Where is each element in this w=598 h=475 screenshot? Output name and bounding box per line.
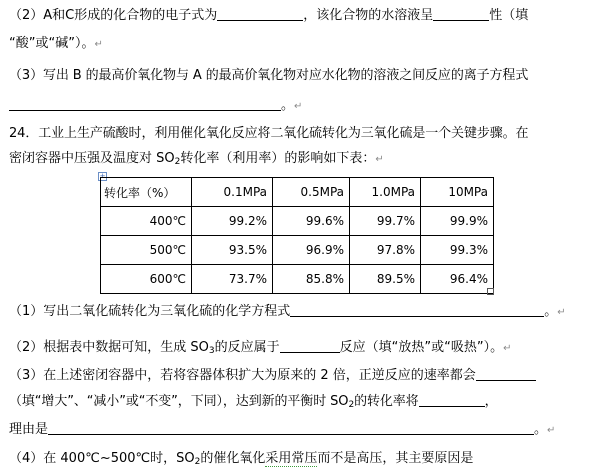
subscript: 2 (194, 457, 201, 467)
table-cell: 500℃ (101, 236, 192, 265)
table-row (101, 236, 494, 265)
table-cell: 99.6% (273, 207, 350, 236)
q24-3-question: （3）在上述密闭容器中，若将容器体积扩大为原来的 2 倍，正逆反应的速率都会 (9, 368, 476, 383)
table-cell: 400℃ (101, 207, 192, 236)
table-cell: 89.5% (350, 265, 421, 294)
q2-3-line2 (9, 97, 302, 115)
q24-intro-post: 转化率（利用率）的影响如下表： (180, 151, 376, 166)
conversion-rate-table (100, 177, 494, 294)
grammar-underline-text: 采用常压 (265, 451, 318, 466)
subscript: 2 (174, 157, 181, 167)
paragraph-mark-icon: ↵ (375, 154, 384, 165)
subscript: 2 (348, 400, 355, 410)
table-cell: 99.3% (421, 236, 494, 265)
answer-blank-chemical-equation[interactable] (290, 303, 544, 317)
q24-3-reason-label: 理由是 (9, 422, 49, 437)
paragraph-mark-icon: ↵ (94, 39, 103, 50)
q24-3-end: 。 (534, 422, 548, 437)
table-row (101, 207, 494, 236)
table-row (101, 265, 494, 294)
q2-2-options: “酸”或“碱”）。 (9, 36, 95, 51)
answer-blank-reason[interactable] (48, 421, 534, 435)
table-header-cell: 转化率（%） (101, 178, 192, 207)
table-cell: 93.5% (192, 236, 273, 265)
paragraph-mark-icon: ↵ (547, 425, 556, 436)
q2-2-suffix: 性（填 (489, 8, 529, 23)
q2-3-end: 。 (281, 98, 295, 113)
table-header-cell: 0.5MPa (273, 178, 350, 207)
q24-2-mid: 的反应属于 (214, 340, 280, 355)
q24-4-post: 而不是高压，其主要原因是 (317, 451, 474, 466)
paragraph-mark-icon: ↵ (557, 307, 566, 318)
table-resize-handle[interactable] (487, 288, 494, 295)
table-cell: 99.2% (192, 207, 273, 236)
table-cell: 96.9% (273, 236, 350, 265)
q24-intro-text: 24．工业上生产硫酸时，利用催化氧化反应将二氧化硫转化为三氧化硫是一个关键步骤。在 (9, 126, 529, 141)
table-cell: 96.4% (421, 265, 494, 294)
answer-blank-acidity[interactable] (433, 7, 489, 21)
answer-blank-reaction-type[interactable] (280, 339, 340, 353)
paragraph-mark-icon: ↵ (503, 343, 512, 354)
table-cell: 85.8% (273, 265, 350, 294)
q24-intro-pre: 密闭容器中压强及温度对 SO (9, 151, 175, 166)
table-header-cell: 10MPa (421, 178, 494, 207)
table-cell: 73.7% (192, 265, 273, 294)
q24-3-line2 (9, 393, 498, 413)
table-header-cell: 0.1MPa (192, 178, 273, 207)
q24-3-line1 (9, 367, 536, 384)
q24-3-line3 (9, 421, 555, 439)
answer-blank-ionic-equation[interactable] (9, 97, 281, 111)
q24-1-end: 。 (544, 304, 558, 319)
q24-1-line (9, 303, 566, 321)
answer-blank-electron-formula[interactable] (217, 7, 303, 21)
q24-3-line2-post: 的转化率将 (354, 394, 419, 409)
table-header-row (101, 178, 494, 207)
answer-blank-rate-change[interactable] (476, 367, 536, 381)
q2-3-question: （3）写出 B 的最高价氧化物与 A 的最高价氧化物对应水化物的溶液之间反应的离子方程式 (9, 68, 529, 83)
table-cell: 99.9% (421, 207, 494, 236)
q2-2-middle: ，该化合物的水溶液呈 (303, 8, 434, 23)
table-header-cell: 1.0MPa (350, 178, 421, 207)
q24-3-line2-end: ， (484, 394, 498, 409)
q24-intro-line1 (9, 126, 528, 142)
q24-4-pre: （4）在 400℃~500℃时，SO (9, 451, 195, 466)
q24-intro-line2 (9, 151, 384, 170)
table-cell: 99.7% (350, 207, 421, 236)
table-cell: 600℃ (101, 265, 192, 294)
q24-2-line (9, 339, 511, 359)
q2-2-line2 (9, 36, 103, 53)
q24-2-pre: （2）根据表中数据可知，生成 SO (9, 340, 209, 355)
answer-blank-conversion-change[interactable] (419, 393, 485, 407)
table-cell: 97.8% (350, 236, 421, 265)
paragraph-mark-icon: ↵ (294, 101, 303, 112)
table-move-handle-icon[interactable]: + (99, 172, 106, 180)
q24-4-line (9, 451, 473, 470)
q24-3-line2-pre: （填“增大”、“减小”或“不变”，下同），达到新的平衡时 SO (9, 394, 349, 409)
q24-1-question: （1）写出二氧化硫转化为三氧化硫的化学方程式 (9, 304, 291, 319)
q24-2-post: 反应（填“放热”或“吸热”）。 (339, 340, 504, 355)
subscript: 3 (208, 346, 215, 356)
q24-4-mid: 的催化氧化 (200, 451, 266, 466)
q2-3-line1 (9, 68, 528, 84)
q2-2-prefix: （2）A和C形成的化合物的电子式为 (9, 8, 218, 23)
q2-2-line1 (9, 7, 528, 24)
